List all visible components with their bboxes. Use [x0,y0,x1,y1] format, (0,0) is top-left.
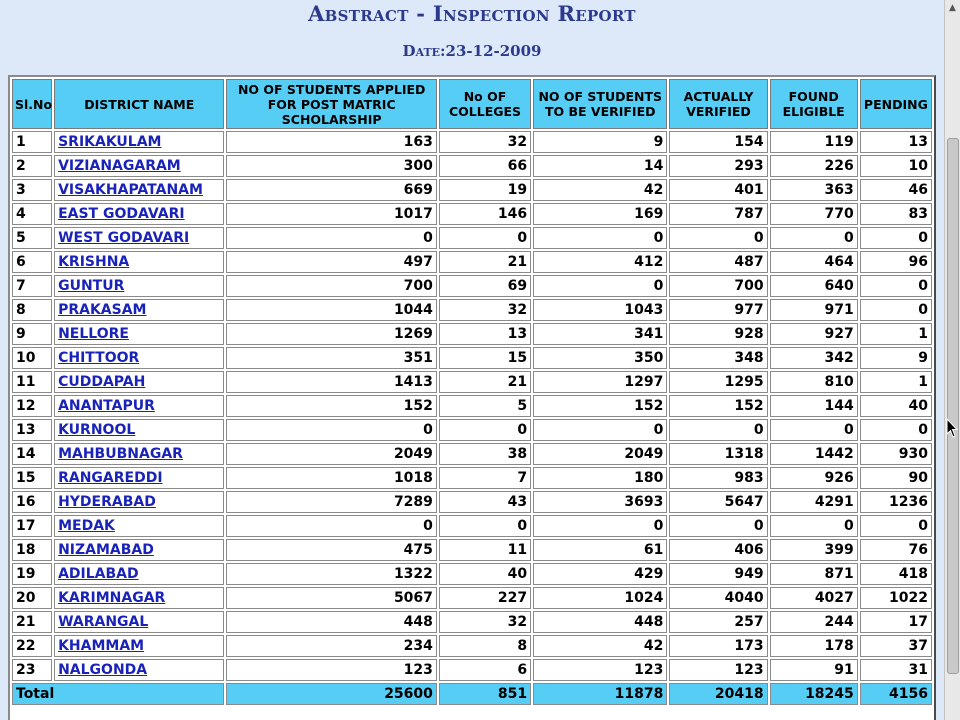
cell-students-applied: 163 [226,131,436,153]
cell-to-be-verified: 42 [533,635,667,657]
cell-district-name [54,539,224,561]
cell-to-be-verified: 1297 [533,371,667,393]
cell-to-be-verified: 1024 [533,587,667,609]
table-row [12,347,932,369]
cell-found-eligible: 926 [770,467,858,489]
cell-found-eligible: 770 [770,203,858,225]
cell-found-eligible: 640 [770,275,858,297]
table-row [12,635,932,657]
district-link[interactable]: MAHBUBNAGAR [58,446,183,462]
table-row [12,203,932,225]
cell-no-of-colleges: 32 [439,299,531,321]
header-pending: PENDING [860,79,932,129]
cell-to-be-verified: 1043 [533,299,667,321]
cell-actually-verified: 1318 [669,443,767,465]
cell-students-applied: 497 [226,251,436,273]
cell-no-of-colleges: 11 [439,539,531,561]
cell-pending: 0 [860,515,932,537]
cell-pending: 17 [860,611,932,633]
cell-students-applied: 700 [226,275,436,297]
page-title: Abstract - Inspection Report [308,1,636,26]
cell-to-be-verified: 341 [533,323,667,345]
cell-no-of-colleges: 32 [439,131,531,153]
table-row [12,563,932,585]
table-row [12,155,932,177]
cell-sl-no: 4 [12,203,52,225]
cell-found-eligible: 464 [770,251,858,273]
table-row [12,539,932,561]
cell-found-eligible: 810 [770,371,858,393]
cell-actually-verified: 154 [669,131,767,153]
cell-students-applied: 1413 [226,371,436,393]
cell-district-name [54,587,224,609]
cell-district-name [54,419,224,441]
cell-to-be-verified: 0 [533,227,667,249]
total-students-applied: 25600 [226,683,436,705]
header-students-applied: NO OF STUDENTS APPLIED FOR POST MATRIC SCHOLARSHIP [226,79,436,129]
report-date: Date:23-12-2009 [402,42,542,60]
cell-sl-no: 1 [12,131,52,153]
district-link[interactable]: MEDAK [58,518,115,534]
cell-students-applied: 234 [226,635,436,657]
table-body [12,131,932,681]
cell-found-eligible: 399 [770,539,858,561]
cell-to-be-verified: 0 [533,419,667,441]
cell-no-of-colleges: 7 [439,467,531,489]
cell-actually-verified: 257 [669,611,767,633]
cell-sl-no: 23 [12,659,52,681]
district-link[interactable]: ADILABAD [58,566,139,582]
cell-students-applied: 1018 [226,467,436,489]
cell-to-be-verified: 61 [533,539,667,561]
cell-pending: 0 [860,227,932,249]
district-link[interactable]: SRIKAKULAM [58,134,162,150]
cell-sl-no: 10 [12,347,52,369]
cell-pending: 83 [860,203,932,225]
district-link[interactable]: CUDDAPAH [58,374,146,390]
cell-actually-verified: 401 [669,179,767,201]
cell-sl-no: 21 [12,611,52,633]
cell-sl-no: 20 [12,587,52,609]
cell-district-name [54,443,224,465]
table-row [12,515,932,537]
cell-students-applied: 0 [226,515,436,537]
table-row [12,611,932,633]
cell-no-of-colleges: 19 [439,179,531,201]
cell-found-eligible: 927 [770,323,858,345]
cell-found-eligible: 91 [770,659,858,681]
cell-to-be-verified: 9 [533,131,667,153]
cell-actually-verified: 977 [669,299,767,321]
cell-students-applied: 475 [226,539,436,561]
district-link[interactable]: NIZAMABAD [58,542,154,558]
cell-to-be-verified: 412 [533,251,667,273]
cell-found-eligible: 4291 [770,491,858,513]
total-label: Total [12,683,224,705]
cell-found-eligible: 871 [770,563,858,585]
cell-district-name [54,611,224,633]
cell-students-applied: 300 [226,155,436,177]
table-row [12,179,932,201]
cell-to-be-verified: 2049 [533,443,667,465]
header-district-name: DISTRICT NAME [54,79,224,129]
cell-pending: 10 [860,155,932,177]
cell-pending: 31 [860,659,932,681]
cell-to-be-verified: 180 [533,467,667,489]
inspection-report-table [10,77,934,707]
cell-sl-no: 22 [12,635,52,657]
cell-actually-verified: 949 [669,563,767,585]
total-to-be-verified: 11878 [533,683,667,705]
cell-district-name [54,467,224,489]
cell-district-name [54,275,224,297]
cell-students-applied: 5067 [226,587,436,609]
table-row [12,299,932,321]
table-row [12,131,932,153]
cell-district-name [54,131,224,153]
cell-pending: 13 [860,131,932,153]
cell-sl-no: 13 [12,419,52,441]
vertical-scrollbar[interactable] [944,0,960,720]
cell-sl-no: 8 [12,299,52,321]
cell-found-eligible: 4027 [770,587,858,609]
cell-sl-no: 12 [12,395,52,417]
cell-found-eligible: 119 [770,131,858,153]
cell-no-of-colleges: 13 [439,323,531,345]
cell-sl-no: 6 [12,251,52,273]
cell-pending: 9 [860,347,932,369]
cell-no-of-colleges: 40 [439,563,531,585]
cell-no-of-colleges: 227 [439,587,531,609]
cell-pending: 930 [860,443,932,465]
cell-no-of-colleges: 38 [439,443,531,465]
cell-students-applied: 0 [226,419,436,441]
cell-sl-no: 11 [12,371,52,393]
cell-sl-no: 16 [12,491,52,513]
cell-no-of-colleges: 146 [439,203,531,225]
cell-district-name [54,347,224,369]
cell-actually-verified: 0 [669,419,767,441]
cell-no-of-colleges: 8 [439,635,531,657]
cell-sl-no: 17 [12,515,52,537]
district-link[interactable]: KHAMMAM [58,638,145,654]
cell-found-eligible: 342 [770,347,858,369]
cell-pending: 0 [860,275,932,297]
cell-district-name [54,563,224,585]
header-to-be-verified: NO OF STUDENTS TO BE VERIFIED [533,79,667,129]
cell-actually-verified: 787 [669,203,767,225]
cell-pending: 418 [860,563,932,585]
cell-to-be-verified: 14 [533,155,667,177]
cell-to-be-verified: 152 [533,395,667,417]
cell-sl-no: 14 [12,443,52,465]
cell-sl-no: 19 [12,563,52,585]
cell-to-be-verified: 448 [533,611,667,633]
cell-to-be-verified: 0 [533,515,667,537]
cell-no-of-colleges: 0 [439,419,531,441]
cell-district-name [54,659,224,681]
cell-district-name [54,155,224,177]
table-row [12,467,932,489]
cell-actually-verified: 152 [669,395,767,417]
cell-students-applied: 1322 [226,563,436,585]
cell-to-be-verified: 0 [533,275,667,297]
cell-pending: 1022 [860,587,932,609]
table-row [12,395,932,417]
district-link[interactable]: PRAKASAM [58,302,147,318]
table-row [12,419,932,441]
cell-pending: 37 [860,635,932,657]
cell-actually-verified: 406 [669,539,767,561]
cell-district-name [54,203,224,225]
report-table-container [8,75,936,720]
table-header-row [12,79,932,129]
cell-actually-verified: 487 [669,251,767,273]
cell-district-name [54,227,224,249]
district-link[interactable]: ANANTAPUR [58,398,155,414]
cell-students-applied: 448 [226,611,436,633]
cell-actually-verified: 0 [669,515,767,537]
table-row [12,659,932,681]
cell-found-eligible: 226 [770,155,858,177]
cell-found-eligible: 0 [770,227,858,249]
cell-found-eligible: 244 [770,611,858,633]
header-found-eligible: FOUND ELIGIBLE [770,79,858,129]
cell-actually-verified: 4040 [669,587,767,609]
cell-students-applied: 7289 [226,491,436,513]
district-link[interactable]: GUNTUR [58,278,125,294]
cell-actually-verified: 173 [669,635,767,657]
cell-students-applied: 123 [226,659,436,681]
table-row [12,227,932,249]
cell-sl-no: 15 [12,467,52,489]
cell-actually-verified: 1295 [669,371,767,393]
cell-district-name [54,299,224,321]
cell-district-name [54,515,224,537]
cell-sl-no: 5 [12,227,52,249]
district-link[interactable]: WEST GODAVARI [58,230,190,246]
cell-students-applied: 152 [226,395,436,417]
district-link[interactable]: HYDERABAD [58,494,156,510]
table-row [12,275,932,297]
cell-students-applied: 0 [226,227,436,249]
cell-district-name [54,491,224,513]
cell-district-name [54,179,224,201]
cell-no-of-colleges: 0 [439,227,531,249]
scrollbar-thumb[interactable] [947,138,959,674]
cell-district-name [54,323,224,345]
cell-found-eligible: 178 [770,635,858,657]
total-found-eligible: 18245 [770,683,858,705]
district-link[interactable]: VISAKHAPATANAM [58,182,203,198]
cell-students-applied: 669 [226,179,436,201]
cell-pending: 1 [860,323,932,345]
cell-found-eligible: 0 [770,515,858,537]
cell-to-be-verified: 350 [533,347,667,369]
table-row [12,443,932,465]
cell-to-be-verified: 3693 [533,491,667,513]
cell-actually-verified: 123 [669,659,767,681]
cell-district-name [54,371,224,393]
cell-pending: 1 [860,371,932,393]
cell-no-of-colleges: 15 [439,347,531,369]
cell-pending: 0 [860,419,932,441]
cell-actually-verified: 700 [669,275,767,297]
cell-pending: 40 [860,395,932,417]
table-total-row [12,683,932,705]
cell-students-applied: 351 [226,347,436,369]
cell-to-be-verified: 429 [533,563,667,585]
district-link[interactable]: KARIMNAGAR [58,590,166,606]
table-row [12,491,932,513]
scroll-up-icon[interactable]: ▲ [949,3,956,13]
district-link[interactable]: NELLORE [58,326,129,342]
cell-no-of-colleges: 69 [439,275,531,297]
district-link[interactable]: WARANGAL [58,614,149,630]
cell-to-be-verified: 169 [533,203,667,225]
cell-pending: 96 [860,251,932,273]
cell-students-applied: 1044 [226,299,436,321]
cell-found-eligible: 971 [770,299,858,321]
cell-no-of-colleges: 21 [439,251,531,273]
cell-actually-verified: 983 [669,467,767,489]
cell-pending: 90 [860,467,932,489]
district-link[interactable]: KRISHNA [58,254,130,270]
cell-actually-verified: 293 [669,155,767,177]
cell-no-of-colleges: 21 [439,371,531,393]
cell-sl-no: 7 [12,275,52,297]
cell-pending: 76 [860,539,932,561]
cell-pending: 0 [860,299,932,321]
cell-no-of-colleges: 32 [439,611,531,633]
cell-to-be-verified: 123 [533,659,667,681]
cell-no-of-colleges: 5 [439,395,531,417]
cell-actually-verified: 5647 [669,491,767,513]
cell-sl-no: 2 [12,155,52,177]
cell-actually-verified: 348 [669,347,767,369]
header-actually-verified: ACTUALLY VERIFIED [669,79,767,129]
cell-found-eligible: 1442 [770,443,858,465]
total-no-of-colleges: 851 [439,683,531,705]
cell-no-of-colleges: 43 [439,491,531,513]
cell-students-applied: 2049 [226,443,436,465]
table-row [12,587,932,609]
cell-district-name [54,251,224,273]
cell-district-name [54,635,224,657]
total-pending: 4156 [860,683,932,705]
table-row [12,323,932,345]
cell-students-applied: 1017 [226,203,436,225]
district-link[interactable]: EAST GODAVARI [58,206,185,222]
header-sl-no: Sl.No [12,79,52,129]
cell-no-of-colleges: 0 [439,515,531,537]
total-actually-verified: 20418 [669,683,767,705]
cell-no-of-colleges: 66 [439,155,531,177]
cell-found-eligible: 363 [770,179,858,201]
cell-to-be-verified: 42 [533,179,667,201]
cell-students-applied: 1269 [226,323,436,345]
district-link[interactable]: NALGONDA [58,662,148,678]
cell-district-name [54,395,224,417]
table-row [12,251,932,273]
district-link[interactable]: RANGAREDDI [58,470,163,486]
cell-sl-no: 9 [12,323,52,345]
cell-sl-no: 18 [12,539,52,561]
table-row [12,371,932,393]
cell-actually-verified: 0 [669,227,767,249]
cell-actually-verified: 928 [669,323,767,345]
cell-found-eligible: 0 [770,419,858,441]
header-no-of-colleges: No OF COLLEGES [439,79,531,129]
mouse-pointer-icon [946,418,958,438]
cell-pending: 46 [860,179,932,201]
cell-pending: 1236 [860,491,932,513]
district-link[interactable]: KURNOOL [58,422,136,438]
district-link[interactable]: CHITTOOR [58,350,140,366]
cell-found-eligible: 144 [770,395,858,417]
cell-sl-no: 3 [12,179,52,201]
cell-no-of-colleges: 6 [439,659,531,681]
district-link[interactable]: VIZIANAGARAM [58,158,181,174]
